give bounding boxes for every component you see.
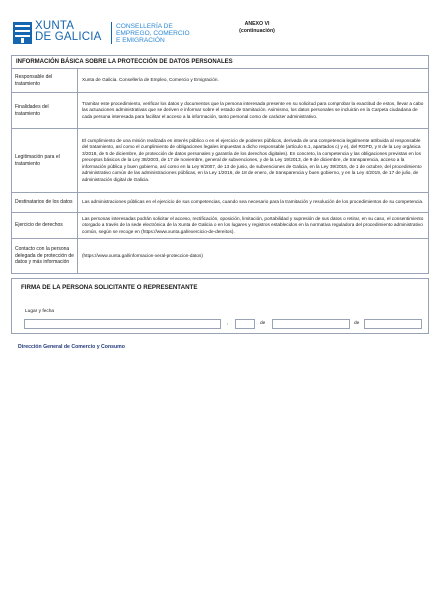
year-field[interactable] [364, 319, 422, 329]
logo-divider [111, 22, 112, 44]
footer-department: Dirección General de Comercio y Consumo [18, 344, 125, 350]
comma-separator: , [227, 321, 229, 326]
row-label: Ejercicio de derechos [12, 213, 78, 238]
table-row [12, 69, 428, 93]
row-value: El cumplimiento de una misión realizada en interés público o en el ejercicio de poderes públicos, derivada de una competencia legalmente atribuida al responsable del tratamiento, así como el cumplimiento de obligaciones legales impuestas a dicho responsable (artículo 6.1, apartados c) y e), del RGPD, y 8 de la Ley orgánica 3/2018, de 5 de diciembre, de protección de datos personales y garantía de los derechos digitales). En concreto, la competencia y las obligaciones previstas en los preceptos básicos de la Ley 38/2003, de 17 de noviembre, general de subvenciones, y de la Ley 19/2013, de 9 de diciembre, de transparencia, acceso a la información pública y buen gobierno, así como en la Ley 9/2007, de 13 de junio, de subvenciones de Galicia, en la Ley 39/2015, de 1 de octubre, del procedimiento administrativo común de las administraciones públicas, en la Ley 1/2016, de 18 de enero, de transparencia y buen gobierno, y en la Ley 4/2019, de 17 de julio, de administración digital de Galicia. [82, 138, 422, 182]
signature-title: FIRMA DE LA PERSONA SOLICITANTE O REPRESENTANTE [21, 284, 198, 291]
data-protection-table [11, 55, 429, 274]
document-header [13, 20, 428, 50]
row-value: Las personas interesadas podrán solicitar el acceso, rectificación, oposición, limitación, portabilidad y supresión de sus datos o retirar, en su caso, el consentimiento otorgado a través de la sede electrónica de la Xunta de Galicia o en los lugares y registros establecidos en la normativa reguladora del procedimiento administrativo común, según se recoge en (https://www.xunta.gal/exercicio-de-dereitos). [82, 215, 424, 234]
xunta-logo-icon [13, 22, 32, 44]
place-field[interactable] [24, 319, 221, 329]
row-value: Xunta de Galicia. Consellería de Empleo, Comercio y Emigración. [82, 77, 219, 83]
table-row [12, 93, 428, 129]
place-date-label: Lugar y fecha [25, 309, 55, 314]
data-protection-title: INFORMACIÓN BÁSICA SOBRE LA PROTECCIÓN DE DATOS PERSONALES [12, 56, 428, 69]
row-label: Finalidades del tratamiento [12, 93, 78, 128]
annex-heading: ANEXO VI (continuación) [239, 21, 275, 34]
month-field[interactable] [272, 319, 350, 329]
day-field[interactable] [235, 319, 255, 329]
row-value: (https://www.xunta.gal/informacion-xeral-proteccion-datos) [82, 252, 203, 258]
table-row [12, 213, 428, 239]
row-label: Responsable del tratamiento [12, 69, 78, 92]
de-separator: de [354, 321, 360, 326]
table-row [12, 129, 428, 193]
row-label: Destinatarios de los datos [12, 193, 78, 212]
signature-section [11, 278, 429, 334]
xunta-logo-text: XUNTA DE GALICIA [35, 20, 102, 43]
row-value: Las administraciones públicas en el ejercicio de sus competencias, cuando sea necesario para la tramitación y resolución de los procedimientos de su competencia. [82, 199, 424, 205]
row-label: Contacto con la persona delegada de protección de datos y más información [12, 239, 78, 273]
table-row [12, 239, 428, 273]
de-separator: de [260, 321, 266, 326]
table-row [12, 193, 428, 213]
conselleria-name: CONSELLERÍA DE EMPREGO, COMERCIO E EMIGRACIÓN [116, 23, 190, 45]
row-value: Tramitar este procedimiento, verificar los datos y documentos que la persona interesada presente en su solicitud para comprobar la exactitud de estos, llevar a cabo las actuaciones administrativas que se deriven e informar sobre el estado de tramitación. Asimismo, los datos personales se incluirán en la Carpeta ciudadana de cada persona interesada para facilitar el acceso a la información, tanto personal como de carácter administrativo. [82, 100, 424, 119]
row-label: Legitimación para el tratamiento [12, 129, 78, 192]
